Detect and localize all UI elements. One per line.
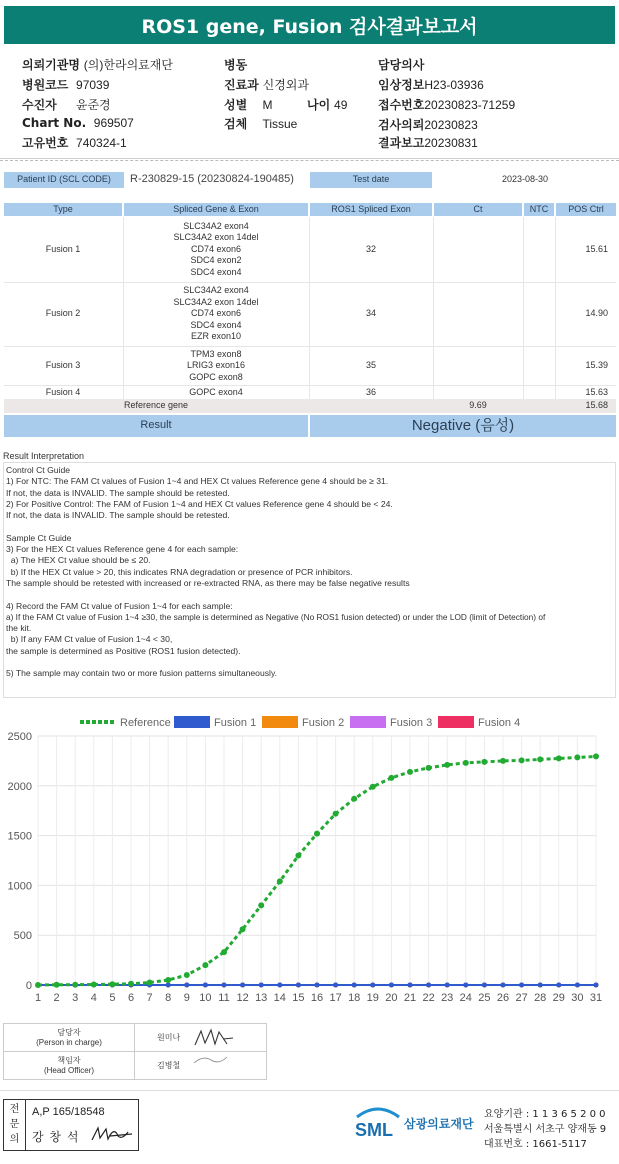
request-date-field: 검사의뢰20230823 (378, 118, 478, 132)
row-fusion-4-genes: GOPC exon4 (189, 386, 243, 397)
interp-line: a) If the FAM Ct value of Fusion 1~4 ≥30, the sample is determined as Negative (No ROS1 fusion detected) or under the LOD (limit of Detection) of (6, 611, 546, 622)
data-point (537, 756, 543, 762)
row-fusion-2-type: Fusion 2 (45, 308, 81, 319)
x-tick-label: 17 (329, 992, 342, 1004)
x-tick-label: 20 (385, 992, 398, 1004)
data-point (593, 753, 599, 759)
x-tick-label: 21 (403, 992, 417, 1004)
row-fusion-4-pos: 15.63 (585, 386, 608, 397)
data-point (240, 983, 245, 988)
data-point (519, 757, 525, 763)
header-divider (0, 158, 619, 159)
data-point (295, 853, 301, 859)
interp-line: Sample Ct Guide (6, 532, 72, 543)
row-fusion-3-ct (434, 347, 522, 385)
x-tick-label: 10 (199, 992, 212, 1004)
sml-logo-icon (355, 1105, 401, 1119)
org-field: 의뢰기관명 (의)한라의료재단 (22, 58, 173, 72)
specialist-label: 전 문 의 (4, 1100, 26, 1150)
row-fusion-1-ct (434, 218, 522, 281)
x-tick-label: 9 (183, 992, 190, 1004)
interp-line: Control Ct Guide (6, 465, 71, 475)
interp-line: 5) The sample may contain two or more fusion patterns simultaneously. (6, 668, 277, 679)
data-point (426, 983, 431, 988)
report-date-field: 결과보고20230831 (378, 136, 478, 150)
row-fusion-2-exon: 34 (365, 308, 376, 319)
reference-gene-ct: 9.69 (469, 400, 487, 411)
data-point (500, 758, 506, 764)
x-tick-label: 22 (422, 992, 435, 1004)
x-tick-label: 4 (90, 992, 97, 1004)
interp-line: b) If the HEX Ct value > 20, this indicates RNA degradation or presence of PCR inhibitors. (6, 566, 353, 577)
report-title: ROS1 gene, Fusion 검사결과보고서 (4, 6, 615, 44)
y-tick-label: 2000 (7, 780, 32, 793)
phone-number: 대표번호 : 1661-5117 (484, 1139, 587, 1150)
y-tick-label: 1000 (7, 880, 32, 893)
chart-x-ticks (35, 992, 602, 1004)
test-date-label: Test date (310, 172, 432, 188)
row-fusion-3-exon: 35 (365, 360, 376, 371)
x-tick-label: 1 (34, 992, 42, 1004)
col-header-ct: Ct (434, 203, 522, 216)
interp-line: 4) Record the FAM Ct value of Fusion 1~4 for each sample: (6, 600, 233, 611)
data-point (351, 796, 357, 802)
legend-label: Fusion 4 (478, 717, 521, 729)
data-point (519, 983, 524, 988)
head-officer-label: 책임자 (Head Officer) (4, 1052, 135, 1080)
row-fusion-4-ntc (524, 386, 554, 399)
x-tick-label: 15 (292, 992, 305, 1004)
test-date-value: 2023-08-30 (501, 174, 549, 185)
row-fusion-2-ct (434, 283, 522, 345)
x-tick-label: 29 (552, 992, 565, 1004)
header-divider-dashed (0, 160, 619, 163)
data-point (407, 769, 413, 775)
code-field: 병원코드 97039 (22, 78, 110, 92)
person-signature-icon (193, 1027, 239, 1049)
row-fusion-1-ntc (524, 218, 554, 281)
interp-line: If not, the data is INVALID. The sample should be retested. (6, 487, 230, 498)
row-fusion-4-exon: 36 (365, 386, 376, 397)
data-point (54, 982, 60, 988)
person-in-charge-cell (135, 1024, 267, 1052)
signature-table (3, 1023, 267, 1080)
data-point (463, 983, 468, 988)
unique-id-field: 고유번호 740324-1 (22, 136, 127, 150)
specialist-stamp (3, 1099, 139, 1151)
interp-line: the sample is determined as Positive (ROS1 fusion detected). (6, 645, 241, 656)
x-tick-label: 11 (218, 992, 230, 1004)
data-point (388, 775, 394, 781)
interp-line (6, 657, 615, 668)
data-point (165, 977, 171, 983)
interp-line: the kit. (6, 623, 32, 634)
data-point (128, 981, 134, 987)
x-tick-label: 23 (441, 992, 454, 1004)
row-fusion-1-pos: 15.61 (585, 243, 608, 254)
data-point (147, 980, 153, 986)
interp-line: 3) For the HEX Ct values Reference gene 4 for each sample: (6, 544, 239, 555)
data-point (72, 982, 78, 988)
x-tick-label: 13 (255, 992, 268, 1004)
legend-swatch (174, 716, 210, 728)
row-fusion-3-ntc (524, 347, 554, 385)
interpretation-box (3, 462, 616, 698)
x-tick-label: 31 (589, 992, 603, 1004)
data-point (370, 784, 376, 790)
data-point (501, 983, 506, 988)
person-in-charge-name: 원미나 (157, 1033, 181, 1042)
specialist-doc-no: A,P 165/18548 (32, 1106, 105, 1118)
data-point (35, 982, 41, 988)
legend-swatch (262, 716, 298, 728)
row-fusion-2-genes: SLC34A2 exon4 SLC34A2 exon 14del CD74 exon6 SDC4 exon4 EZR exon10 (173, 285, 259, 342)
data-point (333, 811, 339, 817)
legend-label: Reference (120, 717, 171, 729)
col-header-pos-ctrl: POS Ctrl (556, 203, 616, 216)
data-point (277, 878, 283, 884)
interp-line: 2) For Positive Control: The FAM of Fusion 1~4 and HEX Ct values Reference gene 4 should be < 24. (6, 498, 393, 509)
head-officer-cell (135, 1052, 267, 1080)
legend-label: Fusion 3 (390, 717, 433, 729)
data-point (259, 983, 264, 988)
data-point (314, 831, 320, 837)
y-tick-label: 1500 (7, 830, 32, 843)
x-tick-label: 3 (72, 992, 79, 1004)
result-label: Result (4, 415, 308, 437)
interp-line: 1) For NTC: The FAM Ct values of Fusion 1~4 and HEX Ct values Reference gene 4 should be ≥ 31. (6, 476, 389, 487)
col-header-ros1-exon: ROS1 Spliced Exon (310, 203, 432, 216)
sex-field: 성별 M (224, 98, 273, 112)
head-officer-name: 김병철 (157, 1061, 181, 1070)
interp-line (6, 589, 615, 600)
address: 서울특별시 서초구 양재동 9 (484, 1124, 607, 1135)
legend-label: Fusion 2 (302, 717, 345, 729)
data-point (463, 760, 469, 766)
footer-divider (0, 1090, 619, 1091)
results-table (4, 203, 616, 439)
row-fusion-2-ntc (524, 283, 554, 345)
chart-grid (38, 736, 596, 985)
result-value: Negative (음성) (310, 415, 616, 437)
data-point (370, 983, 375, 988)
col-header-type: Type (4, 203, 122, 216)
x-tick-label: 28 (534, 992, 547, 1004)
institution-number: 요양기관 : 1 1 3 6 5 2 0 0 (484, 1109, 606, 1120)
data-point (184, 983, 189, 988)
x-tick-label: 14 (273, 992, 286, 1004)
data-point (333, 983, 338, 988)
specialist-signature-icon (90, 1124, 136, 1144)
x-tick-label: 30 (571, 992, 584, 1004)
receipt-no-field: 접수번호20230823-71259 (378, 98, 516, 112)
data-point (296, 983, 301, 988)
data-point (166, 983, 171, 988)
data-point (538, 983, 543, 988)
legend-label: Fusion 1 (214, 717, 257, 729)
x-tick-label: 2 (53, 992, 60, 1004)
chart-legend (80, 716, 520, 729)
legend-swatch (350, 716, 386, 728)
data-point (258, 902, 264, 908)
data-point (556, 983, 561, 988)
data-point (556, 755, 562, 761)
data-point (240, 926, 246, 932)
data-point (445, 983, 450, 988)
data-point (202, 962, 208, 968)
row-fusion-4-ct (434, 386, 522, 399)
data-point (389, 983, 394, 988)
x-tick-label: 5 (109, 992, 116, 1004)
data-point (575, 983, 580, 988)
y-tick-label: 0 (25, 980, 32, 992)
row-fusion-3-type: Fusion 3 (45, 360, 81, 371)
data-point (444, 762, 450, 768)
interpretation-title: Result Interpretation (3, 451, 85, 461)
data-point (481, 759, 487, 765)
row-fusion-4-type: Fusion 4 (45, 386, 81, 397)
row-fusion-3-genes: TPM3 exon8 LRIG3 exon16 GOPC exon8 (186, 348, 246, 382)
data-point (315, 983, 320, 988)
x-tick-label: 24 (459, 992, 472, 1004)
x-tick-label: 27 (515, 992, 528, 1004)
interp-line: b) If any FAM Ct value of Fusion 1~4 < 30, (6, 634, 173, 645)
x-tick-label: 19 (366, 992, 379, 1004)
dept-field: 진료과 신경외과 (224, 78, 309, 92)
chart-no-field: Chart No. 969507 (22, 116, 134, 130)
data-point (277, 983, 282, 988)
x-tick-label: 26 (496, 992, 510, 1004)
reference-gene-label: Reference gene (123, 400, 189, 411)
x-tick-label: 12 (236, 992, 249, 1004)
amplification-chart (0, 708, 619, 1008)
data-point (222, 983, 227, 988)
data-point (574, 754, 580, 760)
x-tick-label: 18 (348, 992, 361, 1004)
x-tick-label: 7 (146, 992, 153, 1004)
x-tick-label: 25 (478, 992, 491, 1004)
doctor-field: 담당의사 (378, 58, 425, 72)
data-point (221, 949, 227, 955)
clinical-info-field: 임상정보H23-03936 (378, 78, 484, 92)
specimen-field: 검체 Tissue (224, 117, 298, 131)
data-point (426, 765, 432, 771)
x-tick-label: 16 (310, 992, 324, 1004)
ward-field: 병동 (224, 58, 248, 72)
interp-line: The sample should be retested with increased or re-extracted RNA, as there may be false negative results (6, 577, 410, 588)
interp-line: If not, the data is INVALID. The sample should be retested. (6, 510, 230, 521)
row-fusion-1-genes: SLC34A2 exon4 SLC34A2 exon 14del CD74 exon6 SDC4 exon2 SDC4 exon4 (173, 220, 259, 277)
row-fusion-1-exon: 32 (365, 243, 376, 254)
foundation-name: 삼광의료재단 (404, 1117, 474, 1131)
data-point (594, 983, 599, 988)
data-point (352, 983, 357, 988)
reference-gene-pos: 15.68 (585, 400, 608, 411)
data-point (203, 983, 208, 988)
chart-y-ticks (8, 731, 32, 992)
x-tick-label: 8 (165, 992, 172, 1004)
col-header-genes: Spliced Gene & Exon (124, 203, 308, 216)
interp-line: a) The HEX Ct value should be ≤ 20. (6, 555, 151, 566)
data-point (184, 972, 190, 978)
officer-signature-icon (191, 1053, 231, 1067)
sml-logo-text: SML (355, 1120, 393, 1140)
data-point (91, 982, 97, 988)
person-in-charge-label: 담당자 (Person in charge) (4, 1024, 135, 1052)
data-point (109, 981, 115, 987)
legend-swatch (438, 716, 474, 728)
data-point (482, 983, 487, 988)
y-tick-label: 500 (13, 930, 32, 943)
col-header-ntc: NTC (524, 203, 554, 216)
y-tick-label: 2500 (7, 731, 32, 743)
row-fusion-1-type: Fusion 1 (45, 243, 81, 254)
row-fusion-3-pos: 15.39 (585, 360, 608, 371)
patient-id-label: Patient ID (SCL CODE) (4, 172, 124, 188)
specialist-name: 강 창 석 (32, 1130, 80, 1144)
age-field: 나이 49 (307, 98, 348, 112)
row-fusion-2-pos: 14.90 (585, 308, 608, 319)
interp-line (6, 521, 615, 532)
x-tick-label: 6 (127, 992, 135, 1004)
patient-field: 수진자 윤준경 (22, 98, 111, 112)
data-point (408, 983, 413, 988)
patient-id-value: R-230829-15 (20230824-190485) (130, 173, 294, 186)
sml-logo (355, 1104, 401, 1142)
